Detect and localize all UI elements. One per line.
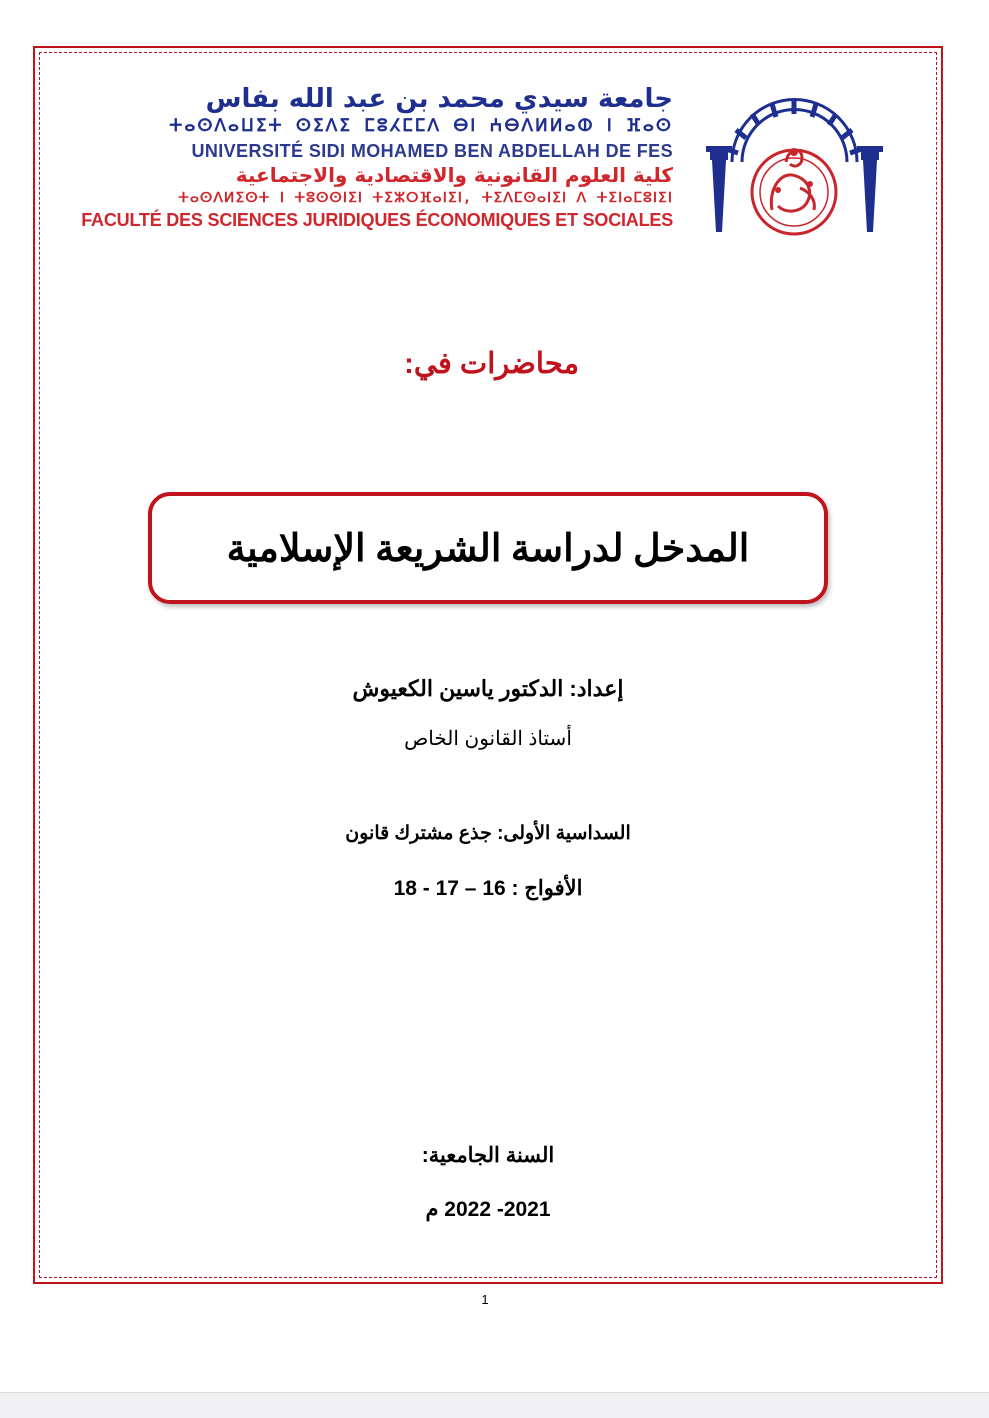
lectures-label: محاضرات في: — [404, 348, 579, 380]
university-name-tifinagh: ⵜⴰⵙⴷⴰⵡⵉⵜ ⵙⵉⴷⵉ ⵎⵓⵃⵎⵎⴷ ⴱⵏ ⵄⴱⴷⵍⵍⴰⵀ ⵏ ⴼⴰⵙ — [169, 116, 673, 136]
author-role: أستاذ القانون الخاص — [404, 728, 572, 750]
prepared-by: إعداد: الدكتور ياسين الكعيوش — [352, 676, 624, 701]
faculty-name-tifinagh: ⵜⴰⵙⴷⵍⵉⵙⵜ ⵏ ⵜⵓⵙⵙⵏⵉⵏ ⵜⵉⵣⵔⴼⴰⵏⵉⵏ, ⵜⵉⴷⵎⵙⴰⵏⵉⵏ ⴷ ⵜⵉⵏⴰⵎⵓⵏⵉⵏ — [178, 190, 673, 206]
viewer-bottom-bar — [0, 1392, 989, 1418]
semester-info: السداسية الأولى: جذع مشترك قانون — [345, 823, 631, 844]
groups-info: الأفواج : 16 – 17 - 18 — [393, 877, 583, 900]
course-title-box — [148, 492, 828, 604]
page-number: 1 — [481, 1292, 489, 1307]
faculty-name-french: FACULTÉ DES SCIENCES JURIDIQUES ÉCONOMIQUES ET SOCIALES — [81, 210, 673, 230]
faculty-name-arabic: كلية العلوم القانونية والاقتصادية والاجتماعية — [235, 163, 673, 187]
academic-year-value: 2021- 2022 م — [425, 1198, 551, 1221]
university-name-french: UNIVERSITÉ SIDI MOHAMED BEN ABDELLAH DE FES — [191, 141, 673, 161]
course-title: المدخل لدراسة الشريعة الإسلامية — [226, 527, 750, 570]
university-name-arabic: جامعة سيدي محمد بن عبد الله بفاس — [205, 84, 673, 114]
academic-year-label: السنة الجامعية: — [421, 1144, 555, 1167]
university-logo-icon — [702, 92, 887, 242]
